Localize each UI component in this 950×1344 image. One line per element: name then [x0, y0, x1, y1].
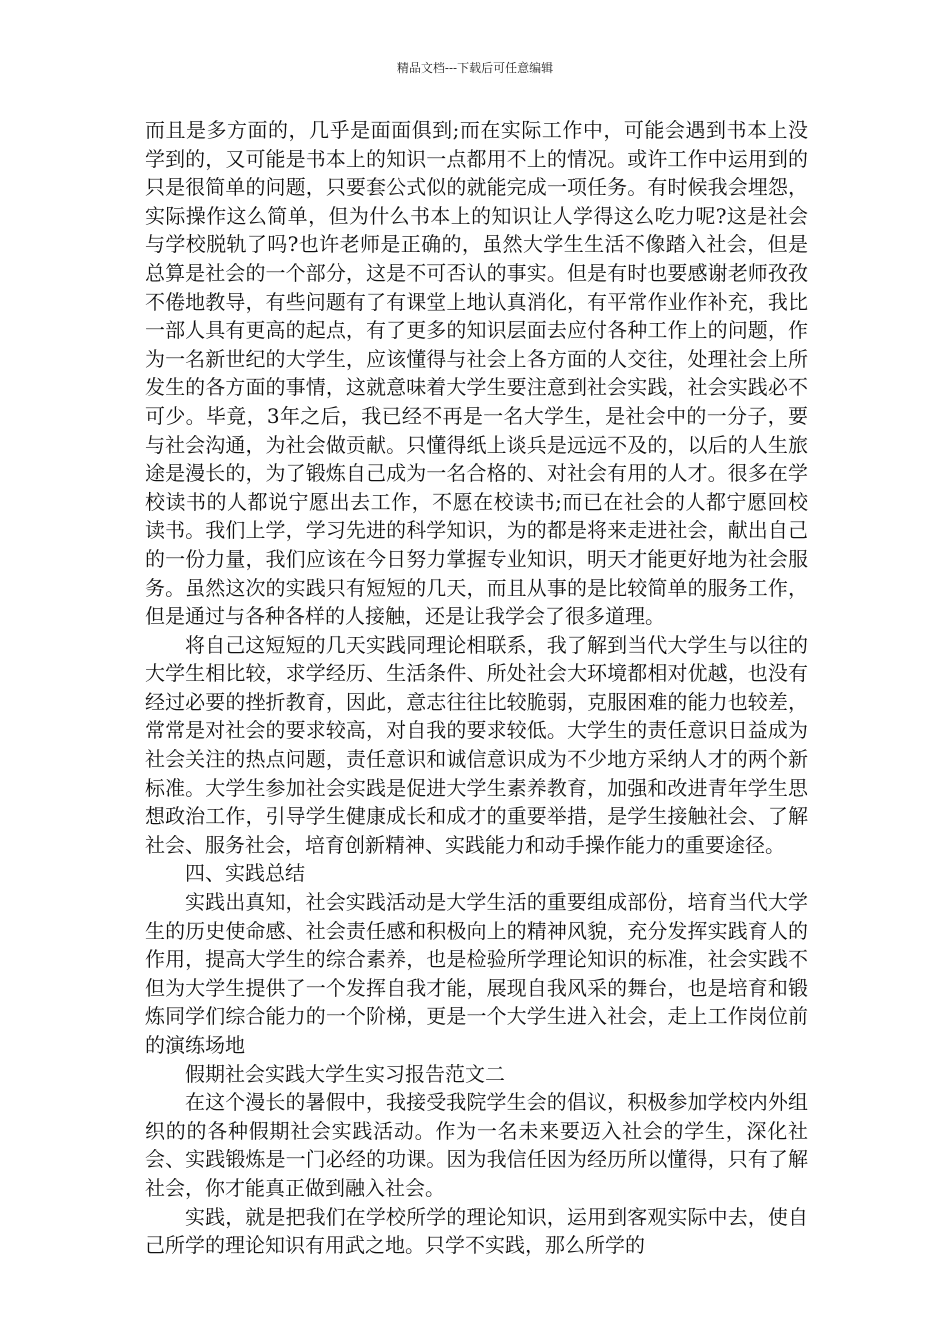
paragraph-continued: 而且是多方面的，几乎是面面俱到;而在实际工作中，可能会遇到书本上没学到的，又可能是书本上的知识一点都用不上的情况。或许工作中运用到的只是很简单的问题，只要套公式似的就能完成一项任务。有时候我会埋怨，实际操作这么简单，但为什么书本上的知识让人学得这么吃力呢?这是社会与学校脱轨了吗?也许老师是正确的，虽然大学生生活不像踏入社会，但是总算是社会的一个部分，这是不可否认的事实。但是有时也要感谢老师孜孜不倦地教导，有些问题有了有课堂上地认真消化，有平常作业作补充，我比一部人具有更高的起点，有了更多的知识层面去应付各种工作上的问题，作为一名新世纪的大学生，应该懂得与社会上各方面的人交往，处理社会上所发生的各方面的事情，这就意味着大学生要注意到社会实践，社会实践必不可少。毕竟，3年之后，我已经不再是一名大学生，是社会中的一分子，要与社会沟通，为社会做贡献。只懂得纸上谈兵是远远不及的，以后的人生旅途是漫长的，为了锻炼自己成为一名合格的、对社会有用的人才。很多在学校读书的人都说宁愿出去工作，不愿在校读书;而已在社会的人都宁愿回校读书。我们上学，学习先进的科学知识，为的都是将来走进社会，献出自己的一份力量，我们应该在今日努力掌握专业知识，明天才能更好地为社会服务。虽然这次的实践只有短短的几天，而且从事的是比较简单的服务工作，但是通过与各种各样的人接触，还是让我学会了很多道理。 — [145, 118, 808, 629]
section-heading-summary: 四、实践总结 — [185, 861, 305, 886]
paragraph-summer: 在这个漫长的暑假中，我接受我院学生会的倡议，积极参加学校内外组织的的各种假期社会实践活动。作为一名未来要迈入社会的学生，深化社会、实践锻炼是一门必经的功课。因为我信任因为经历所以懂得，只有了解社会，你才能真正做到融入社会。 — [145, 1090, 808, 1200]
document-body — [145, 116, 808, 1260]
paragraph-practice: 实践，就是把我们在学校所学的理论知识，运用到客观实际中去，使自己所学的理论知识有用武之地。只学不实践，那么所学的 — [145, 1204, 808, 1258]
paragraph-summary: 实践出真知，社会实践活动是大学生活的重要组成部份，培育当代大学生的历史使命感、社会责任感和积极向上的精神风貌，充分发挥实践育人的作用，提高大学生的综合素养，也是检验所学理论知识的标准，社会实践不但为大学生提供了一个发挥自我才能，展现自我风采的舞台，也是培育和锻炼同学们综合能力的一个阶梯，更是一个大学生进入社会，走上工作岗位前的演练场地 — [145, 890, 808, 1057]
page-header: 精品文档---下载后可任意编辑 — [396, 61, 554, 75]
paragraph-college-students: 将自己这短短的几天实践同理论相联系，我了解到当代大学生与以往的大学生相比较，求学经历、生活条件、所处社会大环境都相对优越，也没有经过必要的挫折教育，因此，意志往往比较脆弱，克服困难的能力也较差，常常是对社会的要求较高，对自我的要求较低。大学生的责任意识日益成为社会关注的热点问题，责任意识和诚信意识成为不少地方采纳人才的两个新标准。大学生参加社会实践是促进大学生素养教育，加强和改进青年学生思想政治工作，引导学生健康成长和成才的重要举措，是学生接触社会、了解社会、服务社会，培育创新精神、实践能力和动手操作能力的重要途径。 — [145, 632, 808, 857]
essay-two-title: 假期社会实践大学生实习报告范文二 — [185, 1061, 505, 1086]
